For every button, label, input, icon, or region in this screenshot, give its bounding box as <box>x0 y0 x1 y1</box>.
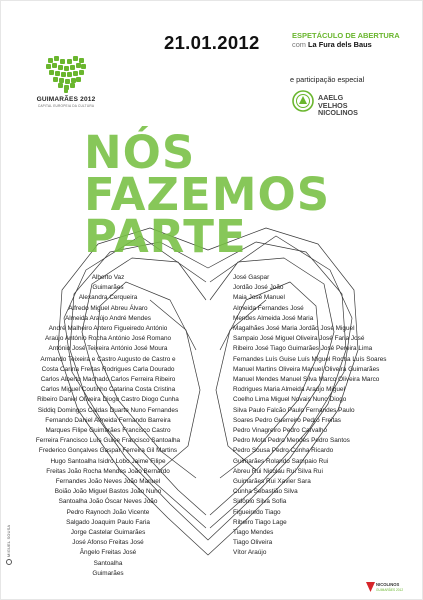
photo-credit <box>6 525 12 565</box>
name-line: Fernandes Luís Guise Luís Miguel Rocha Luís Soares <box>233 355 387 363</box>
aaelg-line-1: AAELG <box>318 93 344 102</box>
aaelg-line-3: NICOLINOS <box>318 108 358 118</box>
name-line: Ferreira Francisco Luís Guise Francisco Santoalha <box>35 437 181 445</box>
aaelg-emblem-icon <box>292 90 314 112</box>
name-line: Sampaio José Miguel Oliveira José Faria José <box>233 335 365 343</box>
name-line: Armando Teixeira e Castro Augusto de Castro e <box>40 355 176 363</box>
heart-logo-icon <box>44 54 88 94</box>
headline-line-1: NÓS <box>84 126 196 179</box>
name-line: Manuel Martins Oliveira Manuel Oliveira Guimarães <box>233 365 380 373</box>
name-line: Guimarães <box>92 284 124 292</box>
aaelg-line-2: VELHOS <box>318 100 348 110</box>
special-participation: e participação especial <box>290 75 365 84</box>
name-line: Freitas João Rocha Mendes João Bernardo <box>46 467 170 475</box>
name-line: Pedro Sousa Pedro Cunha Ricardo <box>233 447 334 455</box>
name-line: André Malheiro Antero Figueiredo António <box>48 325 168 333</box>
name-line: Carlos Alberto Machado Carlos Ferreira Ribeiro <box>40 376 176 384</box>
name-line: Alfredo Miguel Abreu Álvaro <box>68 304 148 312</box>
aaelg-logo <box>292 90 402 116</box>
name-line: Siddiq Domingos Caldas Duarte Nuno Fernandes <box>37 406 179 414</box>
headline-line-3: PARTE <box>84 210 247 263</box>
name-line: Almeida Araújo André Mendes <box>65 314 151 322</box>
name-line: Fernando Daniel Almeida Fernando Barreira <box>45 416 171 424</box>
names-list-left <box>14 273 202 579</box>
nicolinos-emblem-icon <box>366 582 375 592</box>
name-line: Jordão José João <box>233 284 284 292</box>
name-line: Alexandra Cerqueira <box>78 294 138 302</box>
nicolinos-line-1: NICOLINOS <box>376 582 400 587</box>
name-line: Figueiredo Tiago <box>233 508 281 516</box>
name-line: Hugo Santoalha Isidro Lobo Jaime Filipe <box>50 457 166 465</box>
name-line: Almeida Fernandes José <box>233 304 304 312</box>
name-line: Ribeiro Daniel Oliveira Diogo Castro Diogo Cunha <box>37 396 179 404</box>
name-line: Sidónio Silva Sofia <box>233 498 287 506</box>
name-line: Maia José Manuel <box>233 294 285 302</box>
name-line: Silva Paulo Falcão Paulo Fernandes Paulo <box>233 406 355 414</box>
name-line: Pedro Mota Pedro Mendes Pedro Santos <box>233 437 350 445</box>
credit-mark-icon <box>6 559 12 565</box>
aaelg-text <box>318 94 358 117</box>
name-line: Rodrigues Maria Almeida Araújo Miguel <box>233 386 345 394</box>
name-line: Boião João Miguel Bastos João Nuno <box>54 488 162 496</box>
logo-subtitle: CAPITAL EUROPEIA DA CULTURA <box>37 104 95 108</box>
name-line: Abreu Rui Nicolau Rui Silva Rui <box>233 467 323 475</box>
name-line: Jorge Castelar Guimarães <box>70 529 146 537</box>
name-line: Ribeiro Tiago Lage <box>233 518 287 526</box>
name-line: Santoalha <box>93 559 123 567</box>
logo-city: GUIMARÃES 2012 <box>36 96 96 103</box>
name-line: Guimarães Rui Xavier Sara <box>233 478 311 486</box>
name-line: Araújo António Rocha António José Romano <box>44 335 172 343</box>
name-line: Manuel Mendes Manuel Silva Marco Oliveira Marco <box>233 376 380 384</box>
name-line: Ângelo Freitas José <box>79 549 137 557</box>
name-line: José Gaspar <box>233 274 270 281</box>
name-line: Mendes Almeida José Maria <box>233 314 314 322</box>
name-line: Costa Carina Freitas Rodrigues Carla Dourado <box>41 365 175 373</box>
event-with-line <box>292 40 417 49</box>
name-line: Magalhães José Maria Jordão José Miguel <box>233 325 355 333</box>
name-line: Salgado Joaquim Paulo Faria <box>66 518 150 526</box>
name-line: Guimarães Rolando Sampaio Rui <box>233 457 329 465</box>
name-line: Soares Pedro Guerreiro Pedro Freitas <box>233 416 341 424</box>
names-list-right <box>233 273 409 559</box>
nicolinos-logo <box>366 580 418 598</box>
name-line: Pedro Raynoch João Vicente <box>66 508 150 516</box>
headline-line-2: FAZEMOS <box>84 168 331 221</box>
guimaraes-2012-logo <box>28 54 104 108</box>
name-line: Coelho Lima Miguel Novais Nuno Diogo <box>233 396 347 404</box>
name-line: Carlos Miguel Coutinho Catarina Costa Cristina <box>40 386 176 394</box>
name-line: Frederico Gonçalves Gaspar Ferreira Gil Martins <box>38 447 178 455</box>
name-line: Tiago Oliveira <box>233 539 273 547</box>
name-line: Santoalha João Óscar Neves João <box>58 498 158 506</box>
name-line: Pedro Vinagreiro Pedro Carvalho <box>233 427 328 435</box>
name-line: Tiago Mendes <box>233 529 274 537</box>
name-line: Guimarães <box>92 569 124 577</box>
event-date: 21.01.2012 <box>164 32 260 53</box>
name-line: Vítor Araújo <box>233 549 267 557</box>
name-line: Ribeiro José Tiago Guimarães José Pereira Lima <box>233 345 373 353</box>
name-line: Cunha Sebastião Silva <box>233 488 298 496</box>
name-line: Fernandes João Neves João Manuel <box>55 478 161 486</box>
event-with-name: La Fura dels Baus <box>308 40 372 49</box>
event-info <box>292 31 417 49</box>
credit-text: MIGUEL SOUSA <box>7 524 11 557</box>
headline <box>84 126 374 263</box>
event-label: ESPETÁCULO DE ABERTURA <box>292 31 400 40</box>
name-line: Alberto Vaz <box>91 274 125 281</box>
event-with-word: com <box>292 40 306 49</box>
name-line: José Afonso Freitas José <box>72 539 144 547</box>
name-line: António José Teixeira António José Moura <box>48 345 168 353</box>
name-line: Marques Filipe Guimarães Francisco Castro <box>45 427 171 435</box>
nicolinos-line-2: GUIMARÃES 2012 <box>376 588 404 592</box>
